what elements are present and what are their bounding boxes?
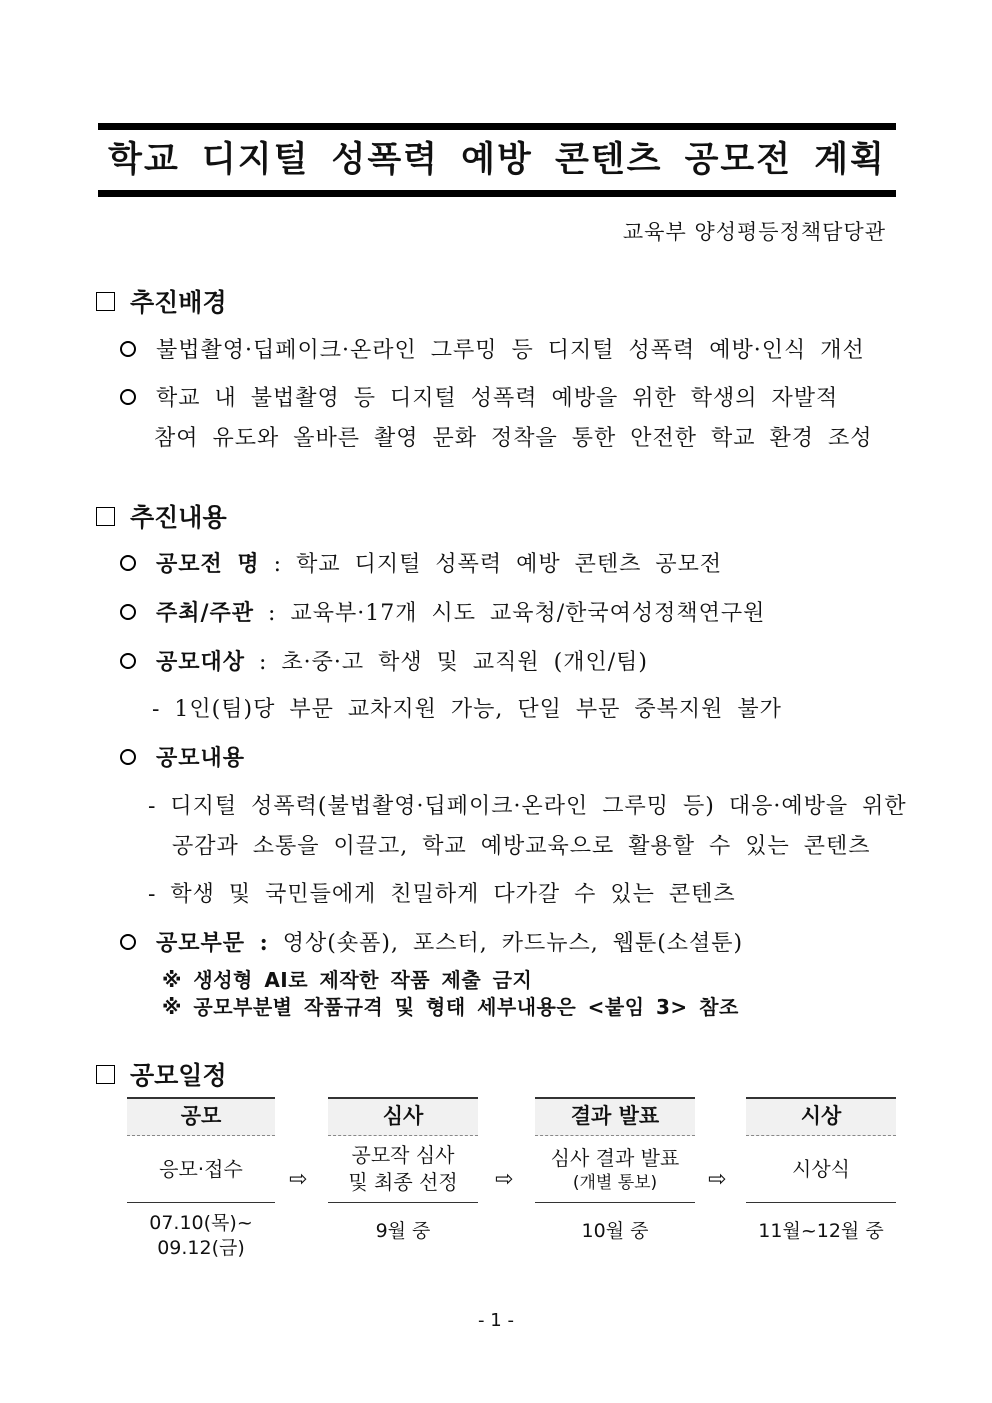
step-date bbox=[127, 1211, 275, 1261]
department: 교육부 양성평등정책담당관 bbox=[622, 220, 886, 244]
page-number: - 1 - bbox=[478, 1310, 514, 1331]
step-body-text: 시상식 bbox=[792, 1156, 850, 1181]
detail-line: 공감과 소통을 이끌고, 학교 예방교육으로 활용할 수 있는 콘텐츠 bbox=[172, 834, 871, 859]
step-date-line: 07.10(목)~ bbox=[149, 1212, 253, 1234]
checkbox-square-icon bbox=[96, 507, 115, 526]
bullet-item bbox=[120, 333, 865, 364]
bullet-category bbox=[120, 926, 743, 957]
schedule-step-apply bbox=[127, 1097, 275, 1261]
section-title: 추진배경 bbox=[130, 288, 227, 317]
label: 공모내용 bbox=[156, 745, 246, 771]
bullet-contest-name bbox=[120, 547, 722, 578]
step-body bbox=[746, 1136, 896, 1203]
step-date bbox=[746, 1219, 896, 1244]
step-head: 공모 bbox=[127, 1097, 275, 1136]
step-body bbox=[328, 1136, 478, 1203]
label: 공모전 명 bbox=[156, 551, 260, 577]
step-date bbox=[328, 1219, 478, 1244]
step-date bbox=[535, 1219, 695, 1244]
circle-bullet-icon bbox=[120, 749, 136, 765]
target-note: - 1인(팀)당 부문 교차지원 가능, 단일 부문 중복지원 불가 bbox=[152, 697, 782, 722]
right-arrow-icon: ⇨ bbox=[289, 1167, 308, 1192]
checkbox-square-icon bbox=[96, 1065, 115, 1084]
section-title: 공모일정 bbox=[130, 1061, 227, 1090]
detail-line: - 디지털 성폭력(불법촬영·딥페이크·온라인 그루밍 등) 대응·예방을 위한 bbox=[148, 794, 907, 819]
value: 영상(숏폼), 포스터, 카드뉴스, 웹툰(소셜툰) bbox=[282, 931, 744, 956]
schedule-step-result bbox=[535, 1097, 695, 1244]
circle-bullet-icon bbox=[120, 341, 136, 357]
bullet-text: 학교 내 불법촬영 등 디지털 성폭력 예방을 위한 학생의 자발적 bbox=[156, 386, 839, 411]
step-date-line: 9월 중 bbox=[375, 1220, 431, 1242]
step-body-text: 공모작 심사 bbox=[351, 1143, 455, 1167]
value: : 교육부·17개 시도 교육청/한국여성정책연구원 bbox=[268, 601, 766, 626]
circle-bullet-icon bbox=[120, 653, 136, 669]
circle-bullet-icon bbox=[120, 604, 136, 620]
step-head: 심사 bbox=[328, 1097, 478, 1136]
value: : 초·중·고 학생 및 교직원 (개인/팀) bbox=[259, 650, 648, 675]
bullet-continuation: 참여 유도와 올바른 촬영 문화 정착을 통한 안전한 학교 환경 조성 bbox=[154, 426, 873, 451]
step-date-line: 11월~12월 중 bbox=[758, 1220, 884, 1242]
circle-bullet-icon bbox=[120, 389, 136, 405]
label: 공모대상 bbox=[156, 649, 246, 675]
bullet-item bbox=[120, 381, 838, 412]
section-heading-content bbox=[96, 498, 227, 534]
step-body bbox=[535, 1136, 695, 1203]
bullet-host bbox=[120, 596, 765, 627]
step-body bbox=[127, 1136, 275, 1203]
right-arrow-icon: ⇨ bbox=[708, 1167, 727, 1192]
label: 주최/주관 bbox=[156, 600, 255, 626]
section-title: 추진내용 bbox=[130, 503, 227, 532]
step-body-text: 응모·접수 bbox=[159, 1156, 243, 1181]
checkbox-square-icon bbox=[96, 292, 115, 311]
schedule-step-review bbox=[328, 1097, 478, 1244]
step-body-text: 심사 결과 발표 bbox=[550, 1145, 680, 1170]
step-body-text: (개별 통보) bbox=[572, 1172, 658, 1193]
bullet-text: 불법촬영·딥페이크·온라인 그루밍 등 디지털 성폭력 예방·인식 개선 bbox=[156, 338, 865, 363]
value: : 학교 디지털 성폭력 예방 콘텐츠 공모전 bbox=[273, 552, 723, 577]
section-heading-background bbox=[96, 283, 227, 319]
step-head: 시상 bbox=[746, 1097, 896, 1136]
note-ai: ※ 생성형 AI로 제작한 작품 제출 금지 bbox=[162, 968, 533, 992]
bullet-target bbox=[120, 645, 648, 676]
step-date-line: 09.12(금) bbox=[157, 1237, 245, 1259]
detail-line: - 학생 및 국민들에게 친밀하게 다가갈 수 있는 콘텐츠 bbox=[148, 882, 736, 907]
title-box bbox=[98, 123, 896, 197]
step-head: 결과 발표 bbox=[535, 1097, 695, 1136]
step-date-line: 10월 중 bbox=[581, 1220, 649, 1242]
circle-bullet-icon bbox=[120, 555, 136, 571]
schedule-step-award bbox=[746, 1097, 896, 1244]
label: 공모부문 : bbox=[156, 930, 269, 956]
document-title: 학교 디지털 성폭력 예방 콘텐츠 공모전 계획 bbox=[108, 140, 886, 180]
bullet-detail bbox=[120, 741, 245, 772]
right-arrow-icon: ⇨ bbox=[495, 1167, 514, 1192]
note-spec: ※ 공모부분별 작품규격 및 형태 세부내용은 <붙임 3> 참조 bbox=[162, 995, 739, 1019]
step-body-text: 및 최종 선정 bbox=[348, 1170, 458, 1194]
circle-bullet-icon bbox=[120, 934, 136, 950]
section-heading-schedule bbox=[96, 1056, 227, 1092]
